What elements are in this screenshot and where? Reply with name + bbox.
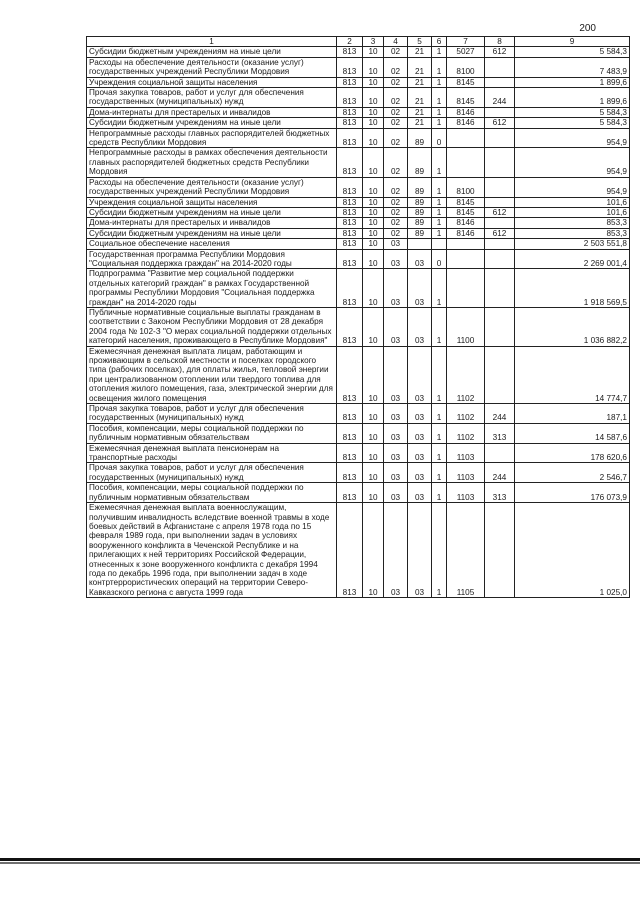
col-9-amount: 954,9 [515, 148, 630, 177]
row-name: Прочая закупка товаров, работ и услуг для обеспечения государственных (муниципальных) нужд [87, 88, 337, 108]
col-3: 10 [363, 463, 384, 483]
col-3: 10 [363, 239, 384, 249]
col-3: 10 [363, 307, 384, 346]
col-3: 10 [363, 249, 384, 269]
header-cell: 4 [384, 37, 408, 47]
col-7: 1103 [447, 443, 485, 463]
budget-table-container [86, 36, 629, 598]
col-5: 21 [408, 107, 432, 117]
col-7: 8146 [447, 107, 485, 117]
col-2: 813 [337, 463, 363, 483]
table-row [87, 57, 630, 77]
col-3: 10 [363, 207, 384, 217]
col-4: 02 [384, 228, 408, 238]
col-3: 10 [363, 197, 384, 207]
col-2: 813 [337, 197, 363, 207]
table-row [87, 128, 630, 148]
col-9-amount: 853,3 [515, 218, 630, 228]
col-3: 10 [363, 128, 384, 148]
col-5: 03 [408, 249, 432, 269]
col-6: 1 [432, 107, 447, 117]
table-row [87, 404, 630, 424]
col-5: 03 [408, 307, 432, 346]
col-2: 813 [337, 118, 363, 128]
header-cell: 2 [337, 37, 363, 47]
row-name: Прочая закупка товаров, работ и услуг для обеспечения государственных (муниципальных) нужд [87, 463, 337, 483]
col-3: 10 [363, 57, 384, 77]
col-2: 813 [337, 88, 363, 108]
col-9-amount: 101,6 [515, 207, 630, 217]
col-9-amount: 954,9 [515, 128, 630, 148]
row-name: Ежемесячная денежная выплата пенсионерам на транспортные расходы [87, 443, 337, 463]
header-cell: 1 [87, 37, 337, 47]
table-row [87, 503, 630, 598]
budget-table [86, 36, 630, 598]
col-6: 1 [432, 77, 447, 87]
col-2: 813 [337, 218, 363, 228]
col-5: 03 [408, 269, 432, 308]
col-7: 8145 [447, 197, 485, 207]
table-row [87, 239, 630, 249]
col-9-amount: 5 584,3 [515, 118, 630, 128]
col-5: 89 [408, 177, 432, 197]
col-2: 813 [337, 346, 363, 403]
col-5: 21 [408, 77, 432, 87]
col-8: 612 [485, 118, 515, 128]
header-cell: 5 [408, 37, 432, 47]
col-2: 813 [337, 177, 363, 197]
col-4: 02 [384, 88, 408, 108]
row-name: Субсидии бюджетным учреждениям на иные цели [87, 228, 337, 238]
col-7: 1102 [447, 404, 485, 424]
col-5: 03 [408, 463, 432, 483]
col-3: 10 [363, 47, 384, 57]
col-3: 10 [363, 503, 384, 598]
col-8 [485, 346, 515, 403]
col-6: 1 [432, 423, 447, 443]
col-6 [432, 239, 447, 249]
table-row [87, 207, 630, 217]
table-row [87, 249, 630, 269]
col-7 [447, 128, 485, 148]
col-6: 1 [432, 346, 447, 403]
col-9-amount: 1 899,6 [515, 88, 630, 108]
col-2: 813 [337, 503, 363, 598]
col-5: 03 [408, 423, 432, 443]
col-4: 03 [384, 249, 408, 269]
col-7: 8146 [447, 228, 485, 238]
col-3: 10 [363, 228, 384, 238]
col-9-amount: 187,1 [515, 404, 630, 424]
table-row [87, 307, 630, 346]
col-7: 5027 [447, 47, 485, 57]
col-7: 1103 [447, 483, 485, 503]
header-cell: 8 [485, 37, 515, 47]
table-row [87, 228, 630, 238]
col-8 [485, 148, 515, 177]
col-2: 813 [337, 404, 363, 424]
col-8: 244 [485, 88, 515, 108]
table-row [87, 77, 630, 87]
col-8: 612 [485, 228, 515, 238]
col-2: 813 [337, 77, 363, 87]
col-5: 03 [408, 503, 432, 598]
table-row [87, 47, 630, 57]
col-5: 89 [408, 197, 432, 207]
col-2: 813 [337, 239, 363, 249]
col-2: 813 [337, 269, 363, 308]
col-9-amount: 2 269 001,4 [515, 249, 630, 269]
col-6: 1 [432, 57, 447, 77]
col-6: 1 [432, 269, 447, 308]
bottom-rule-shadow [0, 862, 640, 864]
col-4: 03 [384, 346, 408, 403]
header-cell: 3 [363, 37, 384, 47]
col-7: 1100 [447, 307, 485, 346]
col-3: 10 [363, 443, 384, 463]
col-5: 89 [408, 128, 432, 148]
col-8: 612 [485, 207, 515, 217]
col-9-amount: 1 918 569,5 [515, 269, 630, 308]
table-row [87, 218, 630, 228]
col-7: 8145 [447, 88, 485, 108]
header-row [87, 37, 630, 47]
col-3: 10 [363, 88, 384, 108]
col-4: 02 [384, 177, 408, 197]
col-8: 244 [485, 404, 515, 424]
col-8: 313 [485, 423, 515, 443]
row-name: Непрограммные расходы главных распорядителей бюджетных средств Республики Мордовия [87, 128, 337, 148]
col-4: 02 [384, 207, 408, 217]
col-2: 813 [337, 483, 363, 503]
col-2: 813 [337, 249, 363, 269]
col-5: 89 [408, 218, 432, 228]
col-5: 21 [408, 47, 432, 57]
col-6: 1 [432, 47, 447, 57]
col-6: 1 [432, 443, 447, 463]
row-name: Государственная программа Республики Мордовия "Социальная поддержка граждан" на 2014-2020 годы [87, 249, 337, 269]
row-name: Дома-интернаты для престарелых и инвалидов [87, 107, 337, 117]
table-row [87, 118, 630, 128]
row-name: Подпрограмма "Развитие мер социальной поддержки отдельных категорий граждан" в рамках Государственной программы Республики Мордовия "Социальная поддержка граждан" на 2014-2020 годы [87, 269, 337, 308]
col-7 [447, 249, 485, 269]
col-8 [485, 249, 515, 269]
col-3: 10 [363, 118, 384, 128]
col-8 [485, 218, 515, 228]
row-name: Пособия, компенсации, меры социальной поддержки по публичным нормативным обязательствам [87, 483, 337, 503]
col-7 [447, 148, 485, 177]
row-name: Социальное обеспечение населения [87, 239, 337, 249]
col-6: 1 [432, 218, 447, 228]
table-row [87, 463, 630, 483]
table-row [87, 148, 630, 177]
row-name: Прочая закупка товаров, работ и услуг для обеспечения государственных (муниципальных) нужд [87, 404, 337, 424]
col-7: 1102 [447, 423, 485, 443]
col-8 [485, 443, 515, 463]
col-6: 0 [432, 128, 447, 148]
col-9-amount: 5 584,3 [515, 107, 630, 117]
col-3: 10 [363, 148, 384, 177]
col-9-amount: 1 899,6 [515, 77, 630, 87]
col-9-amount: 101,6 [515, 197, 630, 207]
row-name: Субсидии бюджетным учреждениям на иные цели [87, 118, 337, 128]
col-3: 10 [363, 218, 384, 228]
col-8 [485, 307, 515, 346]
col-8 [485, 77, 515, 87]
col-4: 02 [384, 77, 408, 87]
col-4: 03 [384, 307, 408, 346]
col-7: 8100 [447, 57, 485, 77]
col-9-amount: 14 774,7 [515, 346, 630, 403]
table-row [87, 483, 630, 503]
col-5: 03 [408, 483, 432, 503]
col-5: 21 [408, 57, 432, 77]
col-2: 813 [337, 228, 363, 238]
col-6: 0 [432, 249, 447, 269]
col-7 [447, 239, 485, 249]
col-6: 1 [432, 177, 447, 197]
col-6: 1 [432, 207, 447, 217]
col-3: 10 [363, 346, 384, 403]
col-7 [447, 269, 485, 308]
col-8 [485, 503, 515, 598]
col-2: 813 [337, 148, 363, 177]
col-9-amount: 2 503 551,8 [515, 239, 630, 249]
col-8 [485, 197, 515, 207]
col-8 [485, 269, 515, 308]
row-name: Учреждения социальной защиты населения [87, 77, 337, 87]
row-name: Расходы на обеспечение деятельности (оказание услуг) государственных учреждений Республики Мордовия [87, 177, 337, 197]
col-6: 1 [432, 228, 447, 238]
col-4: 02 [384, 107, 408, 117]
col-4: 03 [384, 463, 408, 483]
col-7: 8145 [447, 207, 485, 217]
table-row [87, 88, 630, 108]
col-4: 02 [384, 118, 408, 128]
col-6: 1 [432, 307, 447, 346]
col-9-amount: 2 546,7 [515, 463, 630, 483]
table-row [87, 269, 630, 308]
col-7: 1105 [447, 503, 485, 598]
table-row [87, 443, 630, 463]
col-6: 1 [432, 483, 447, 503]
header-cell: 6 [432, 37, 447, 47]
col-5: 89 [408, 207, 432, 217]
col-8 [485, 107, 515, 117]
col-6: 1 [432, 88, 447, 108]
col-4: 03 [384, 503, 408, 598]
col-4: 03 [384, 269, 408, 308]
col-7: 8146 [447, 218, 485, 228]
table-row [87, 197, 630, 207]
col-8: 612 [485, 47, 515, 57]
col-4: 02 [384, 218, 408, 228]
col-9-amount: 5 584,3 [515, 47, 630, 57]
col-9-amount: 14 587,6 [515, 423, 630, 443]
col-3: 10 [363, 423, 384, 443]
col-9-amount: 954,9 [515, 177, 630, 197]
col-9-amount: 853,3 [515, 228, 630, 238]
col-3: 10 [363, 177, 384, 197]
col-4: 02 [384, 57, 408, 77]
table-row [87, 423, 630, 443]
col-5: 03 [408, 404, 432, 424]
col-4: 02 [384, 128, 408, 148]
col-3: 10 [363, 483, 384, 503]
row-name: Ежемесячная денежная выплата лицам, работающим и проживающим в сельской местности и поселках городского типа (рабочих поселках), для оплаты жилья, тепловой энергии при централизованном отоплении или твердого топлива для отопления жилого помещения, газа, электрической энергии для освещения жилого помещения [87, 346, 337, 403]
col-4: 03 [384, 404, 408, 424]
col-4: 02 [384, 47, 408, 57]
page-number: 200 [579, 23, 596, 34]
col-5: 89 [408, 228, 432, 238]
col-7: 8145 [447, 77, 485, 87]
col-6: 1 [432, 503, 447, 598]
row-name: Ежемесячная денежная выплата военнослужащим, получившим инвалидность вследствие военной травмы в ходе боевых действий в Афганистане с апреля 1978 года по 15 февраля 1989 года, при выполнении задач в условиях вооруженного конфликта в Чеченской Республике и на прилегающих к ней территориях Российской Федерации, отнесенных к зоне вооруженного конфликта с декабря 1994 года по декабрь 1996 года, при выполнении задач в ходе контртеррористических операций на территории Северо-Кавказского региона с августа 1999 года [87, 503, 337, 598]
col-7: 1102 [447, 346, 485, 403]
col-4: 02 [384, 197, 408, 207]
col-9-amount: 1 025,0 [515, 503, 630, 598]
col-5: 03 [408, 443, 432, 463]
col-4: 03 [384, 443, 408, 463]
col-5: 21 [408, 88, 432, 108]
col-7: 8146 [447, 118, 485, 128]
table-row [87, 177, 630, 197]
col-9-amount: 176 073,9 [515, 483, 630, 503]
col-9-amount: 1 036 882,2 [515, 307, 630, 346]
row-name: Пособия, компенсации, меры социальной поддержки по публичным нормативным обязательствам [87, 423, 337, 443]
col-8 [485, 239, 515, 249]
header-cell: 9 [515, 37, 630, 47]
col-8: 313 [485, 483, 515, 503]
col-5: 21 [408, 118, 432, 128]
bottom-rule [0, 858, 640, 861]
col-2: 813 [337, 128, 363, 148]
col-5: 89 [408, 148, 432, 177]
col-8: 244 [485, 463, 515, 483]
row-name: Публичные нормативные социальные выплаты гражданам в соответствии с Законом Республики Мордовия от 28 декабря 2004 года № 102-З "О мерах социальной поддержки отдельных категорий населения, проживающего в Республике Мордовия" [87, 307, 337, 346]
row-name: Дома-интернаты для престарелых и инвалидов [87, 218, 337, 228]
col-3: 10 [363, 404, 384, 424]
row-name: Субсидии бюджетным учреждениям на иные цели [87, 207, 337, 217]
col-8 [485, 128, 515, 148]
col-7: 1103 [447, 463, 485, 483]
col-2: 813 [337, 307, 363, 346]
col-2: 813 [337, 207, 363, 217]
row-name: Субсидии бюджетным учреждениям на иные цели [87, 47, 337, 57]
col-2: 813 [337, 47, 363, 57]
header-cell: 7 [447, 37, 485, 47]
col-6: 1 [432, 404, 447, 424]
col-5: 03 [408, 346, 432, 403]
col-6: 1 [432, 463, 447, 483]
col-4: 03 [384, 483, 408, 503]
table-body [87, 47, 630, 598]
col-3: 10 [363, 107, 384, 117]
col-4: 03 [384, 423, 408, 443]
col-5 [408, 239, 432, 249]
col-3: 10 [363, 269, 384, 308]
col-2: 813 [337, 107, 363, 117]
col-6: 1 [432, 118, 447, 128]
table-row [87, 346, 630, 403]
col-3: 10 [363, 77, 384, 87]
row-name: Учреждения социальной защиты населения [87, 197, 337, 207]
col-6: 1 [432, 197, 447, 207]
col-8 [485, 57, 515, 77]
col-7: 8100 [447, 177, 485, 197]
col-2: 813 [337, 57, 363, 77]
col-2: 813 [337, 423, 363, 443]
row-name: Расходы на обеспечение деятельности (оказание услуг) государственных учреждений Республики Мордовия [87, 57, 337, 77]
col-6: 1 [432, 148, 447, 177]
col-9-amount: 178 620,6 [515, 443, 630, 463]
col-4: 03 [384, 239, 408, 249]
col-2: 813 [337, 443, 363, 463]
col-8 [485, 177, 515, 197]
row-name: Непрограммные расходы в рамках обеспечения деятельности главных распорядителей бюджетных средств Республики Мордовия [87, 148, 337, 177]
col-9-amount: 7 483,9 [515, 57, 630, 77]
col-4: 02 [384, 148, 408, 177]
table-row [87, 107, 630, 117]
